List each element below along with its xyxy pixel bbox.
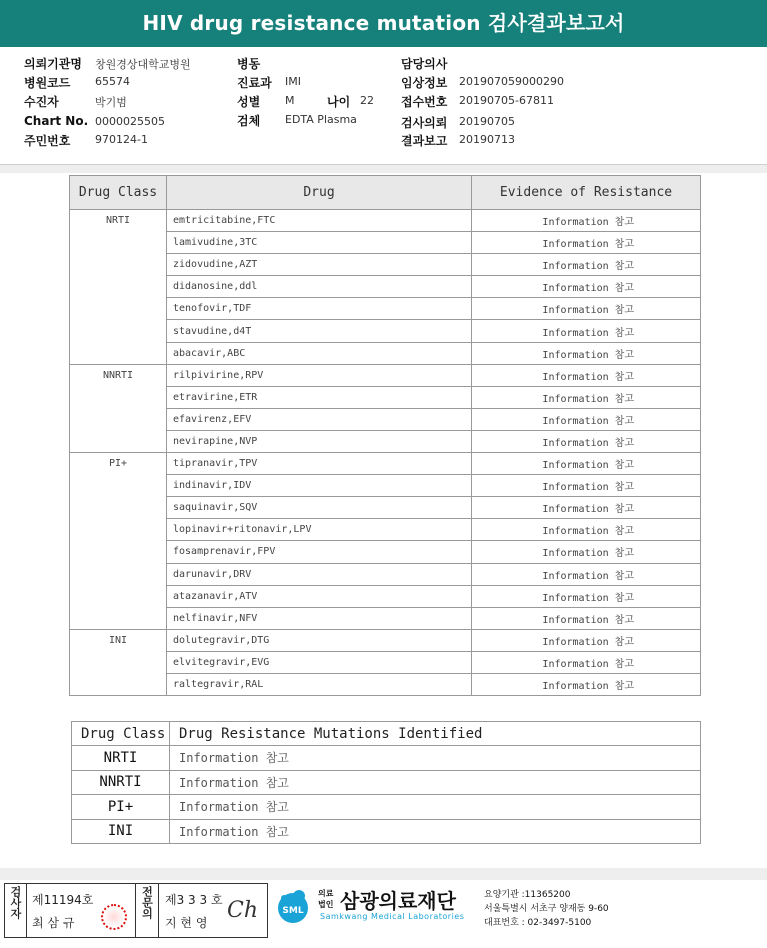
label-resident-no: 주민번호 [24, 134, 71, 148]
value-department: IMI [285, 75, 301, 88]
drug-name-cell: raltegravir,RAL [167, 673, 472, 695]
separator-band [0, 165, 767, 173]
evidence-cell: Information 참고 [472, 254, 701, 276]
drug-name-cell: nelfinavir,NFV [167, 607, 472, 629]
evidence-cell: Information 참고 [472, 607, 701, 629]
signature-icon: Ch [227, 898, 259, 923]
evidence-cell: Information 참고 [472, 430, 701, 452]
drug-class-cell: NNRTI [70, 364, 167, 452]
seal-icon [101, 904, 127, 930]
label-specimen: 검체 [237, 114, 261, 128]
value-patient: 박기범 [95, 96, 127, 109]
value-chart-no: 0000025505 [95, 115, 165, 128]
footer [0, 880, 767, 948]
evidence-cell: Information 참고 [472, 298, 701, 320]
evidence-cell: Information 참고 [472, 408, 701, 430]
drug-name-cell: nevirapine,NVP [167, 430, 472, 452]
reviewer-label: 검사자 [5, 884, 27, 937]
approver-name: 지 현 영 [165, 916, 208, 930]
drug-name-cell: lamivudine,3TC [167, 232, 472, 254]
evidence-cell: Information 참고 [472, 276, 701, 298]
drug-name-cell: zidovudine,AZT [167, 254, 472, 276]
svg-text:SML: SML [282, 906, 304, 916]
org-phone: 대표번호 : 02-3497-5100 [484, 918, 592, 928]
approver-license: 제3 3 3 호 [165, 893, 223, 907]
header-mut-drug-class: Drug Class [72, 722, 170, 746]
org-address: 서울특별시 서초구 양재동 9-60 [484, 904, 609, 914]
label-test-request: 검사의뢰 [401, 116, 448, 130]
table-row [72, 819, 701, 844]
evidence-cell: Information 참고 [472, 497, 701, 519]
drug-name-cell: tenofovir,TDF [167, 298, 472, 320]
evidence-cell: Information 참고 [472, 629, 701, 651]
drug-name-cell: emtricitabine,FTC [167, 210, 472, 232]
value-sex: M [285, 94, 295, 107]
evidence-cell: Information 참고 [472, 232, 701, 254]
evidence-cell: Information 참고 [472, 210, 701, 232]
drug-name-cell: darunavir,DRV [167, 563, 472, 585]
value-result-report: 20190713 [459, 133, 515, 146]
label-department: 진료과 [237, 76, 272, 90]
drug-name-cell: stavudine,d4T [167, 320, 472, 342]
mutation-table-body [72, 746, 701, 844]
label-patient: 수진자 [24, 95, 59, 109]
drug-name-cell: didanosine,ddl [167, 276, 472, 298]
drug-name-cell: lopinavir+ritonavir,LPV [167, 519, 472, 541]
evidence-cell: Information 참고 [472, 673, 701, 695]
evidence-cell: Information 참고 [472, 386, 701, 408]
value-test-request: 20190705 [459, 115, 515, 128]
label-clinical-info: 임상정보 [401, 76, 448, 90]
mutation-class-cell: PI+ [72, 795, 170, 820]
table-row [70, 629, 701, 651]
drug-class-cell: INI [70, 629, 167, 695]
mutation-class-cell: NRTI [72, 746, 170, 771]
reviewer-license: 제11194호 [32, 893, 94, 907]
label-requester: 의뢰기관명 [24, 57, 82, 71]
value-requester: 창원경상대학교병원 [95, 58, 191, 71]
drug-name-cell: rilpivirine,RPV [167, 364, 472, 386]
label-result-report: 결과보고 [401, 134, 448, 148]
evidence-cell: Information 참고 [472, 475, 701, 497]
report-title: HIV drug resistance mutation 검사결과보고서 [0, 0, 767, 47]
label-receipt-no: 접수번호 [401, 95, 448, 109]
label-doctor: 담당의사 [401, 57, 448, 71]
mutation-class-cell: INI [72, 819, 170, 844]
label-sex: 성별 [237, 95, 261, 109]
header-drug-class: Drug Class [70, 176, 167, 210]
resistance-table-body [70, 210, 701, 696]
table-row [72, 770, 701, 795]
drug-name-cell: indinavir,IDV [167, 475, 472, 497]
value-specimen: EDTA Plasma [285, 113, 357, 126]
table-row [72, 795, 701, 820]
table-row [72, 746, 701, 771]
header-evidence: Evidence of Resistance [472, 176, 701, 210]
table-row [70, 453, 701, 475]
approver-label: 전문의 [135, 884, 159, 937]
mutation-value-cell: Information 참고 [170, 795, 701, 820]
drug-name-cell: abacavir,ABC [167, 342, 472, 364]
drug-name-cell: atazanavir,ATV [167, 585, 472, 607]
evidence-cell: Information 참고 [472, 519, 701, 541]
evidence-cell: Information 참고 [472, 585, 701, 607]
label-age: 나이 [327, 95, 351, 109]
org-english-name: Samkwang Medical Laboratories [320, 912, 465, 921]
header-mutations: Drug Resistance Mutations Identified [170, 722, 701, 746]
org-name: 삼광의료재단 [340, 889, 456, 913]
table-row [70, 210, 701, 232]
evidence-cell: Information 참고 [472, 541, 701, 563]
label-ward: 병동 [237, 57, 261, 71]
org-prefix-2: 법인 [318, 900, 334, 909]
drug-name-cell: fosamprenavir,FPV [167, 541, 472, 563]
org-prefix-1: 의료 [318, 889, 334, 898]
drug-name-cell: elvitegravir,EVG [167, 651, 472, 673]
value-resident-no: 970124-1 [95, 133, 148, 146]
table-row [70, 364, 701, 386]
evidence-cell: Information 참고 [472, 364, 701, 386]
evidence-cell: Information 참고 [472, 320, 701, 342]
sml-logo-icon [272, 885, 314, 927]
mutation-value-cell: Information 참고 [170, 746, 701, 771]
mutation-value-cell: Information 참고 [170, 770, 701, 795]
value-age: 22 [360, 94, 374, 107]
drug-class-cell: PI+ [70, 453, 167, 630]
label-hospital-code: 병원코드 [24, 76, 71, 90]
footer-band [0, 868, 767, 880]
drug-name-cell: saquinavir,SQV [167, 497, 472, 519]
label-chart-no: Chart No. [24, 114, 89, 128]
drug-class-cell: NRTI [70, 210, 167, 365]
header-drug: Drug [167, 176, 472, 210]
drug-name-cell: efavirenz,EFV [167, 408, 472, 430]
mutation-class-cell: NNRTI [72, 770, 170, 795]
drug-name-cell: etravirine,ETR [167, 386, 472, 408]
evidence-cell: Information 참고 [472, 651, 701, 673]
evidence-cell: Information 참고 [472, 563, 701, 585]
evidence-cell: Information 참고 [472, 453, 701, 475]
reviewer-name: 최 삼 규 [32, 916, 75, 930]
evidence-cell: Information 참고 [472, 342, 701, 364]
value-hospital-code: 65574 [95, 75, 130, 88]
mutation-table [71, 721, 701, 844]
drug-name-cell: dolutegravir,DTG [167, 629, 472, 651]
resistance-table [69, 175, 701, 696]
drug-name-cell: tipranavir,TPV [167, 453, 472, 475]
patient-info [0, 55, 767, 165]
value-receipt-no: 20190705-67811 [459, 94, 554, 107]
org-code: 요양기관 :11365200 [484, 890, 571, 900]
mutation-value-cell: Information 참고 [170, 819, 701, 844]
signature-box [4, 883, 268, 938]
value-clinical-info: 201907059000290 [459, 75, 564, 88]
